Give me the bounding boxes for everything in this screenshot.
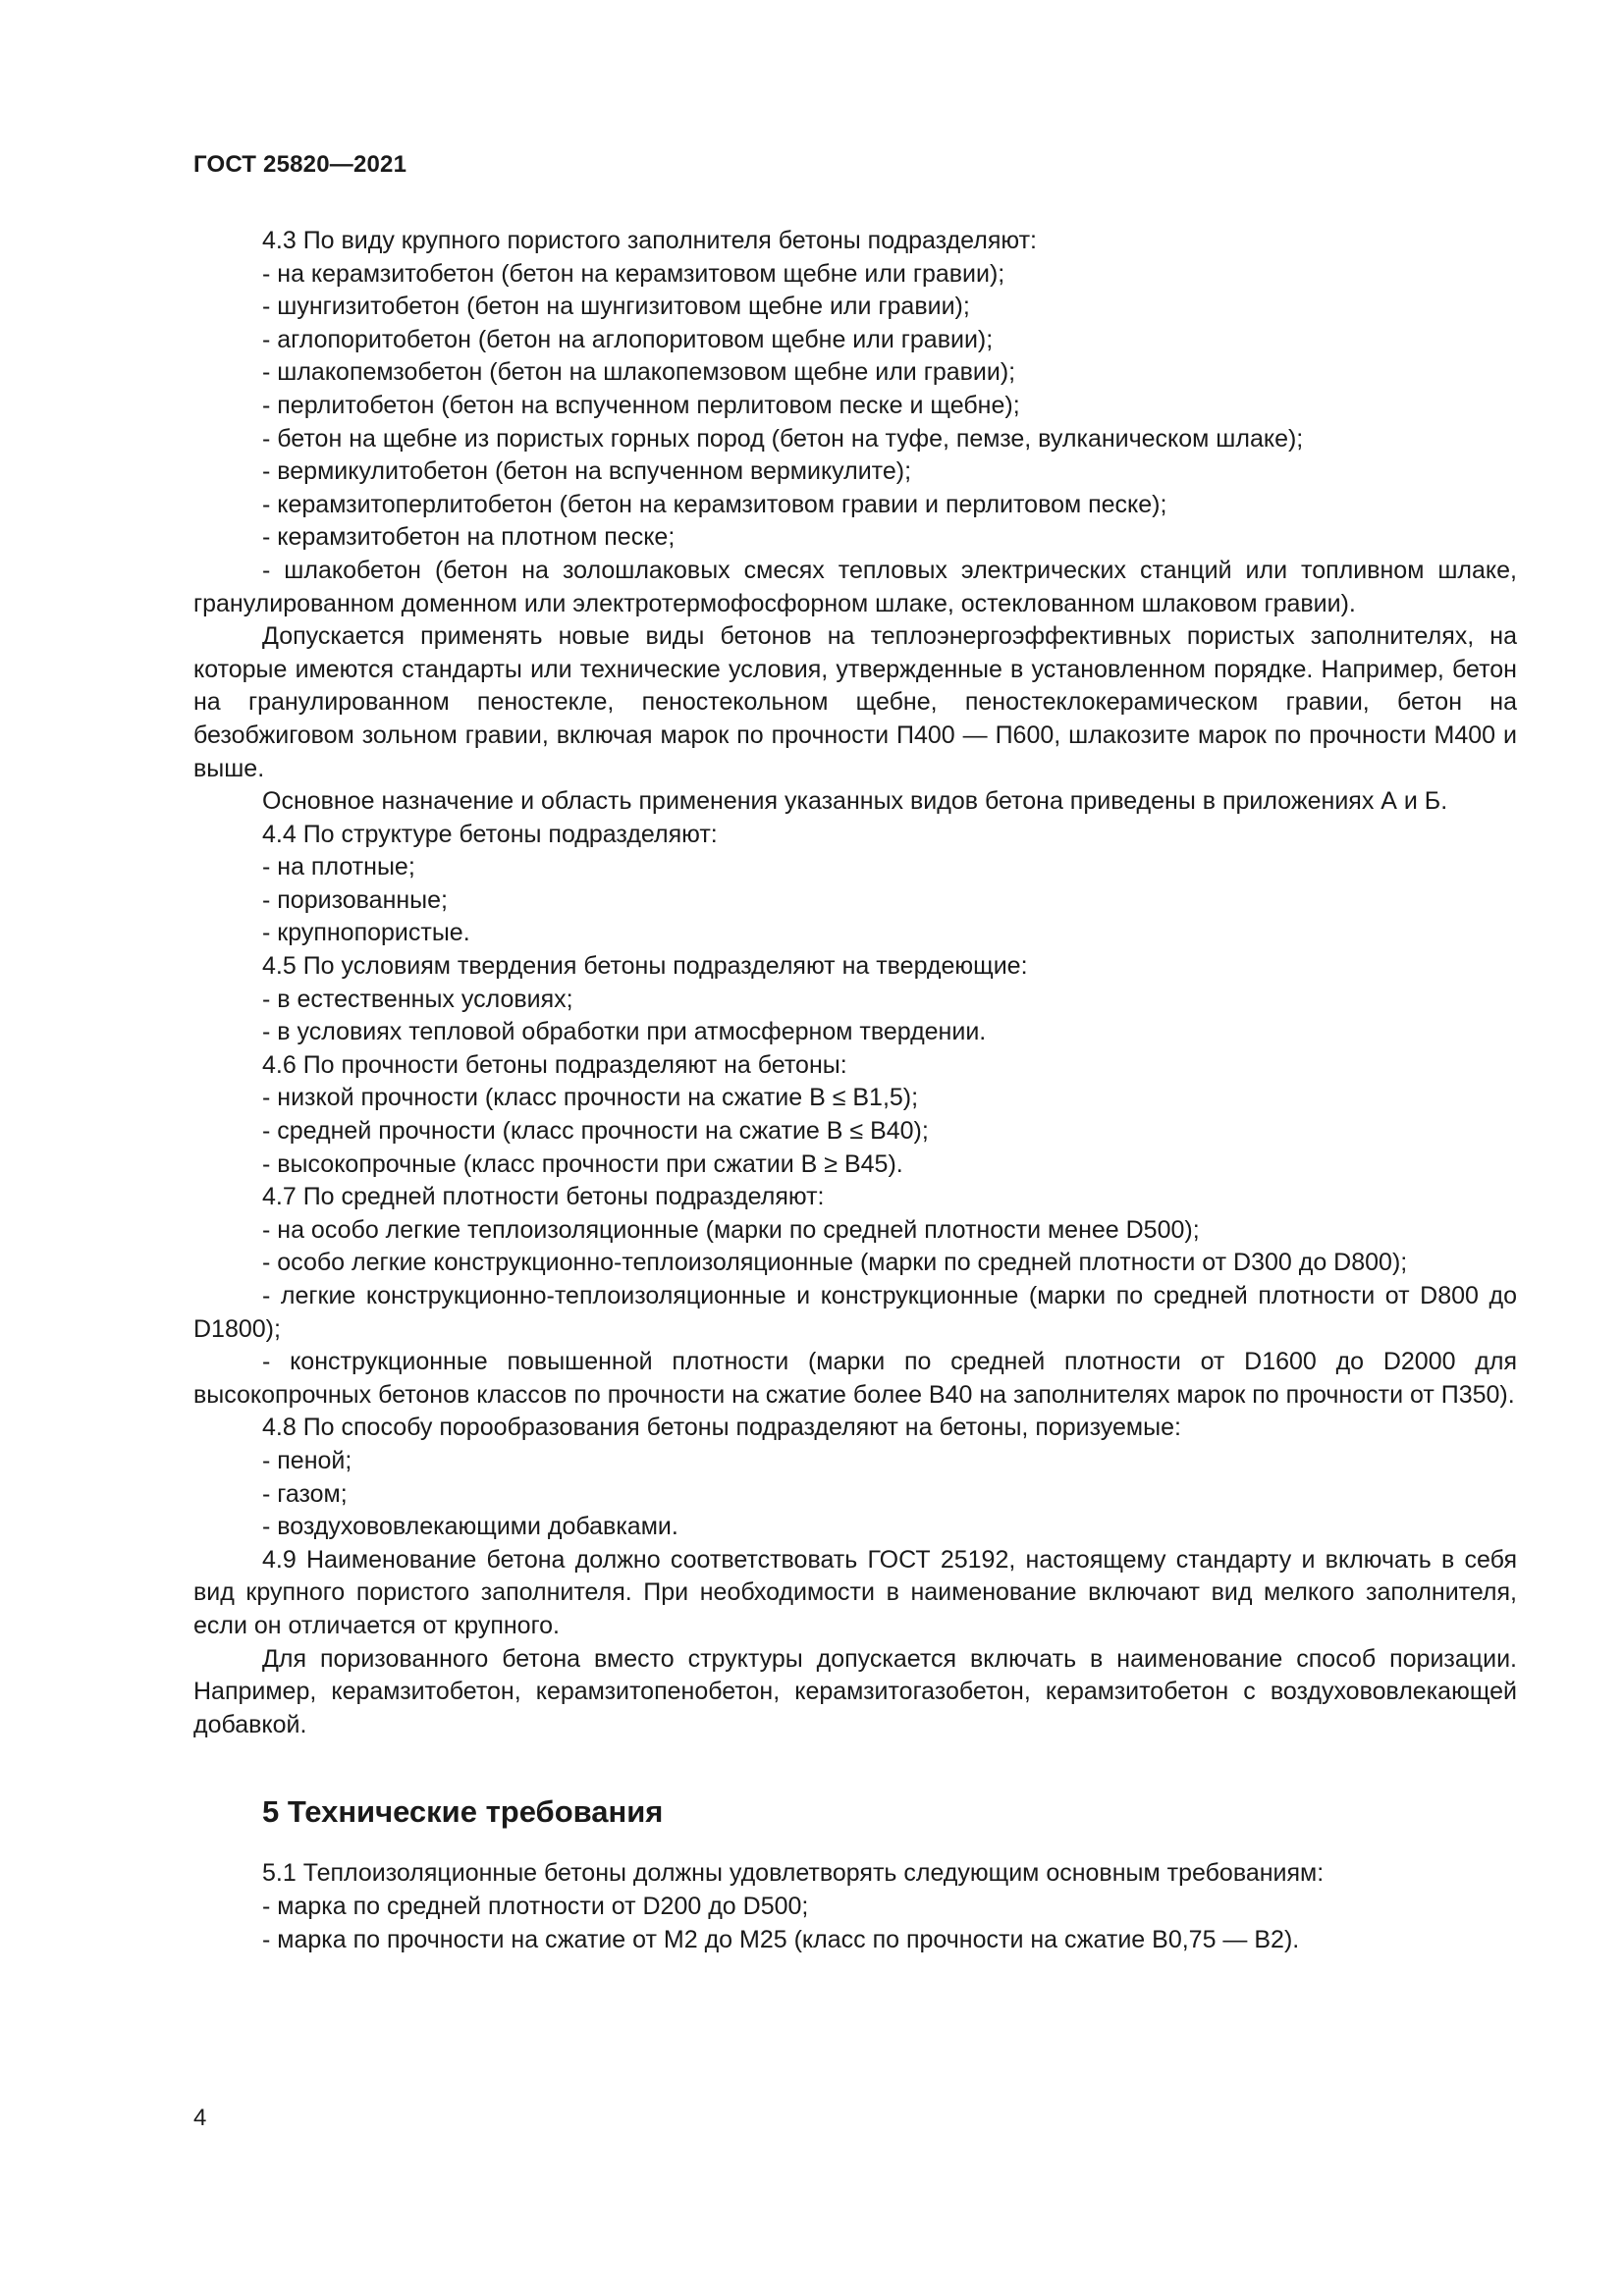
section-5-content <box>193 1857 1517 1956</box>
list-item: - керамзитобетон на плотном песке; <box>262 523 676 552</box>
section-4-content <box>193 225 1517 1741</box>
paragraph: 4.4 По структуре бетоны подразделяют: <box>262 820 718 848</box>
list-item: - средней прочности (класс прочности на сжатие В ≤ В40); <box>262 1117 929 1146</box>
list-item: - шлакобетон (бетон на золошлаковых смесях тепловых электрических станций или топливном шлаке, гранулированном доменном или электротермофосфорном шлаке, остеклованном шлаковом гравии). <box>193 556 1517 617</box>
paragraph: Для поризованного бетона вместо структуры допускается включать в наименование способ поризации. Например, керамзитобетон, керамзитопенобетон, керамзитогазобетон, керамзитобетон с воздухововлекающей добавкой. <box>193 1644 1517 1738</box>
list-item: - легкие конструкционно-теплоизоляционные и конструкционные (марки по средней плотности от D800 до D1800); <box>193 1282 1517 1343</box>
list-item: - высокопрочные (класс прочности при сжатии В ≥ В45). <box>262 1149 903 1178</box>
paragraph: 5.1 Теплоизоляционные бетоны должны удовлетворять следующим основным требованиям: <box>262 1859 1325 1888</box>
list-item: - керамзитоперлитобетон (бетон на керамзитовом гравии и перлитовом песке); <box>262 490 1167 518</box>
paragraph: 4.7 По средней плотности бетоны подразделяют: <box>262 1183 825 1211</box>
list-item: - низкой прочности (класс прочности на сжатие В ≤ В1,5); <box>262 1084 919 1112</box>
section-heading: 5 Технические требования <box>262 1794 664 1830</box>
list-item: - на особо легкие теплоизоляционные (марки по средней плотности менее D500); <box>262 1215 1200 1244</box>
list-item: - шунгизитобетон (бетон на шунгизитовом щебне или гравии); <box>262 293 970 321</box>
list-item: - газом; <box>262 1479 348 1508</box>
list-item: - бетон на щебне из пористых горных пород (бетон на туфе, пемзе, вулканическом шлаке); <box>262 424 1304 453</box>
paragraph: 4.9 Наименование бетона должно соответствовать ГОСТ 25192, настоящему стандарту и включать в себя вид крупного пористого заполнителя. При необходимости в наименование включают вид мелкого заполнителя, если он отличается от крупного. <box>193 1545 1517 1639</box>
list-item: - перлитобетон (бетон на вспученном перлитовом песке и щебне); <box>262 391 1020 419</box>
list-item: - поризованные; <box>262 885 449 914</box>
paragraph: 4.8 По способу порообразования бетоны подразделяют на бетоны, поризуемые: <box>262 1414 1181 1442</box>
page-number: 4 <box>193 2105 207 2131</box>
list-item: - особо легкие конструкционно-теплоизоляционные (марки по средней плотности от D300 до D800); <box>262 1249 1408 1277</box>
list-item: - крупнопористые. <box>262 919 470 947</box>
list-item: - шлакопемзобетон (бетон на шлакопемзовом щебне или гравии); <box>262 358 1016 387</box>
paragraph: 4.6 По прочности бетоны подразделяют на бетоны: <box>262 1050 847 1079</box>
list-item: - вермикулитобетон (бетон на вспученном вермикулите); <box>262 457 912 486</box>
list-item: - в естественных условиях; <box>262 985 573 1013</box>
paragraph: 4.5 По условиям твердения бетоны подразделяют на твердеющие: <box>262 952 1028 981</box>
paragraph: Основное назначение и область применения указанных видов бетона приведены в приложениях А и Б. <box>262 787 1448 816</box>
list-item: - конструкционные повышенной плотности (марки по средней плотности от D1600 до D2000 для высокопрочных бетонов классов по прочности на сжатие более В40 на заполнителях марок по прочности от П350). <box>193 1348 1517 1409</box>
list-item: - на керамзитобетон (бетон на керамзитовом щебне или гравии); <box>262 259 1005 288</box>
list-item: - в условиях тепловой обработки при атмосферном твердении. <box>262 1018 987 1046</box>
list-item: - воздухововлекающими добавками. <box>262 1513 678 1541</box>
list-item: - марка по прочности на сжатие от М2 до М25 (класс по прочности на сжатие В0,75 — В2). <box>262 1925 1300 1953</box>
list-item: - пеной; <box>262 1446 352 1474</box>
paragraph: Допускается применять новые виды бетонов на теплоэнергоэффективных пористых заполнителях, на которые имеются стандарты или технические условия, утвержденные в установленном порядке. Например, бетон на гранулированном пеностекле, пеностекольном щебне, пеностеклокерамическом гравии, бетон на безобжиговом зольном гравии, включая марок по прочности П400 — П600, шлакозите марок по прочности М400 и выше. <box>193 622 1517 782</box>
paragraph: 4.3 По виду крупного пористого заполнителя бетоны подразделяют: <box>262 227 1037 254</box>
list-item: - на плотные; <box>262 853 415 881</box>
document-body <box>193 225 1517 1956</box>
list-item: - марка по средней плотности от D200 до D500; <box>262 1892 809 1920</box>
document-code-header: ГОСТ 25820—2021 <box>193 151 407 178</box>
list-item: - аглопоритобетон (бетон на аглопоритовом щебне или гравии); <box>262 325 994 353</box>
